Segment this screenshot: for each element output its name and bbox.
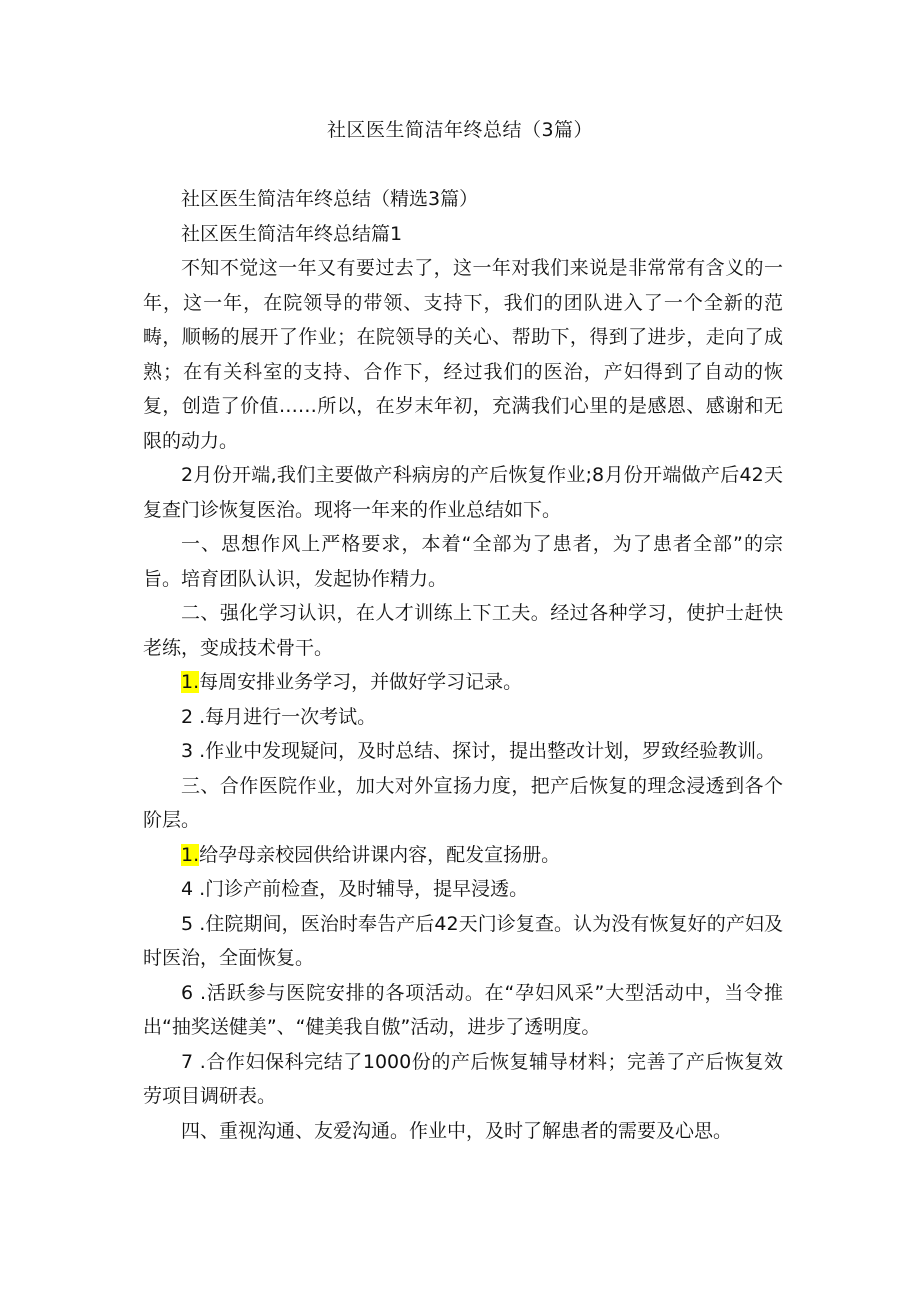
list-item (143, 665, 783, 700)
list-item-number: 6 (181, 981, 194, 1004)
list-item (143, 838, 783, 873)
list-item-text: .作业中发现疑问，及时总结、探讨，提出整改计划，罗致经验教训。 (193, 740, 776, 762)
list-item (143, 907, 783, 976)
document-body (143, 182, 783, 1148)
list-item-text: .住院期间，医治时奉告产后42天门诊复查。认为没有恢复好的产妇及时医治，全面恢复。 (143, 912, 783, 969)
list-item-number: 5 (181, 912, 194, 935)
highlighted-list-number: 1. (181, 671, 200, 693)
list-item (143, 872, 783, 907)
list-item (143, 734, 783, 769)
highlighted-list-number: 1. (181, 843, 200, 866)
list-item-text: .合作妇保科完结了1000份的产后恢复辅导材料；完善了产后恢复效劳项目调研表。 (143, 1050, 783, 1107)
document-subtitle: 社区医生简洁年终总结（精选3篇） (181, 188, 479, 210)
list-item (143, 976, 783, 1045)
point-four-paragraph: 四、重视沟通、友爱沟通。作业中，及时了解患者的需要及心思。 (181, 1119, 733, 1142)
list-item-text: 每周安排业务学习，并做好学习记录。 (199, 671, 523, 693)
list-item-number: 7 (181, 1050, 194, 1073)
point-two-paragraph: 二、强化学习认识，在人才训练上下工夫。经过各种学习，使护士赶快老练，变成技术骨干。 (143, 602, 783, 659)
list-item-text: .活跃参与医院安排的各项活动。在“孕妇风采”大型活动中，当令推出“抽奖送健美”、“健美我自傲”活动，进步了透明度。 (143, 981, 783, 1038)
intro-paragraph: 不知不觉这一年又有要过去了，这一年对我们来说是非常常有含义的一年，这一年，在院领导的带领、支持下，我们的团队进入了一个全新的范畴，顺畅的展开了作业；在院领导的关心、帮助下，得到了进步，走向了成熟；在有关科室的支持、合作下，经过我们的医治，产妇得到了自动的恢复，创造了价值……所以，在岁末年初，充满我们心里的是感恩、感谢和无限的动力。 (143, 257, 783, 452)
list-item-number: 2 (181, 705, 194, 728)
summary-paragraph: 2月份开端,我们主要做产科病房的产后恢复作业;8月份开端做产后42天复查门诊恢复医治。现将一年来的作业总结如下。 (143, 464, 783, 521)
document-title: 社区医生简洁年终总结（3篇） (326, 119, 594, 141)
section-heading: 社区医生简洁年终总结篇1 (181, 222, 403, 245)
list-item-text: .门诊产前检查，及时辅导，提早浸透。 (193, 878, 529, 900)
list-item (143, 1045, 783, 1114)
point-three-paragraph: 三、合作医院作业，加大对外宣扬力度，把产后恢复的理念浸透到各个阶层。 (143, 774, 783, 831)
list-item-number: 3 (181, 740, 194, 762)
list-item-text: .每月进行一次考试。 (193, 705, 377, 728)
list-item (143, 700, 783, 735)
point-one-paragraph: 一、思想作风上严格要求，本着“全部为了患者，为了患者全部”的宗旨。培育团队认识，发起协作精力。 (143, 533, 783, 590)
list-item-text: 给孕母亲校园供给讲课内容，配发宣扬册。 (199, 843, 561, 866)
list-item-number: 4 (181, 878, 194, 900)
